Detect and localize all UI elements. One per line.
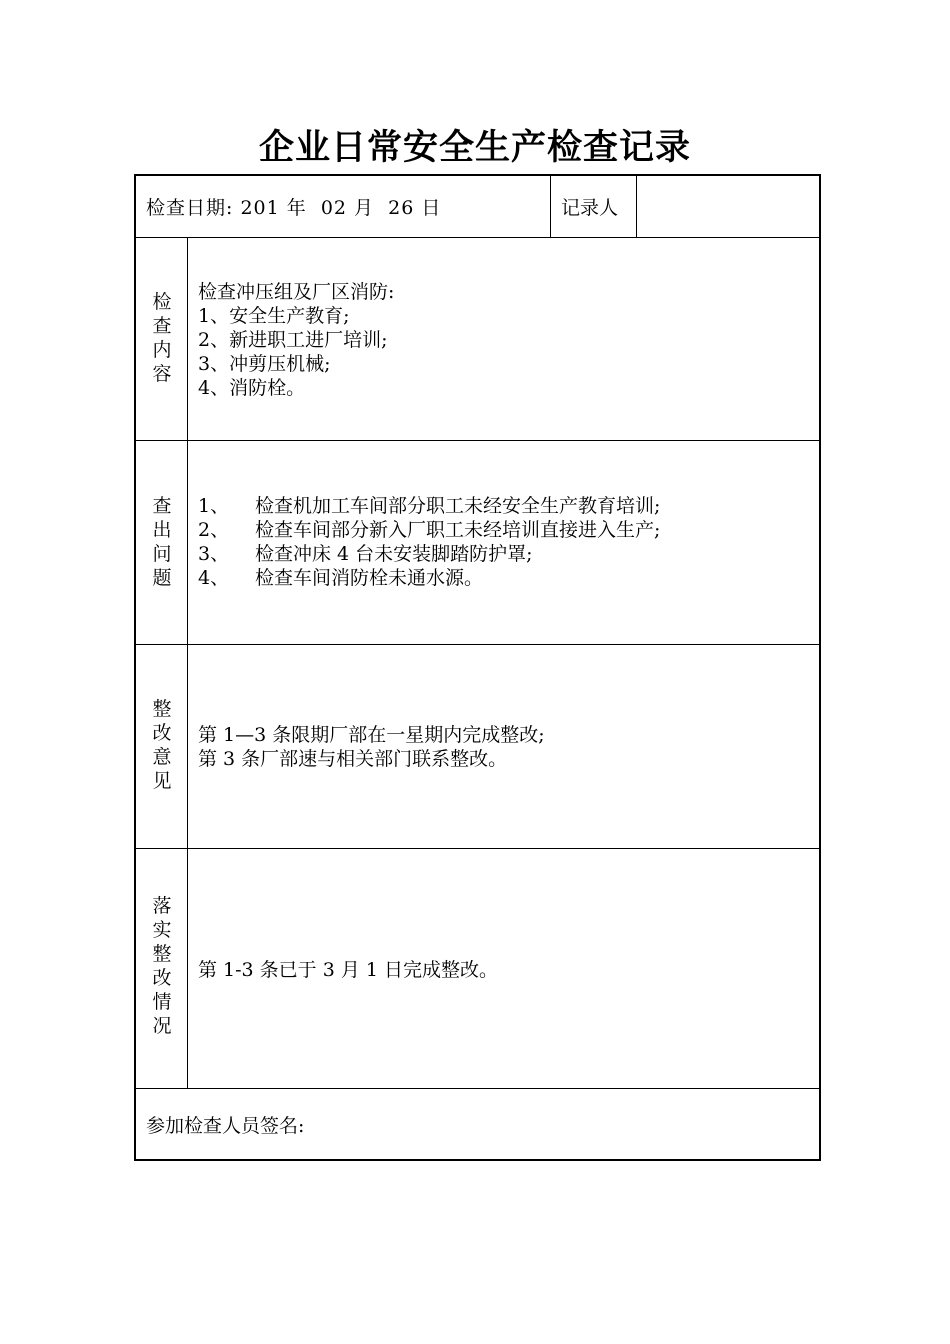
header-divider-1 bbox=[550, 176, 551, 237]
list-item: 2、 检查车间部分新入厂职工未经培训直接进入生产; bbox=[198, 519, 661, 541]
section-label-rectify: 整 改 意 见 bbox=[152, 698, 172, 792]
signature-label: 参加检查人员签名: bbox=[146, 1115, 305, 1137]
row-divider bbox=[136, 644, 819, 645]
header-divider-2 bbox=[636, 176, 637, 237]
section-label-implementation: 落 实 整 改 情 况 bbox=[152, 895, 172, 1037]
list-item: 4、 检查车间消防栓未通水源。 bbox=[198, 567, 484, 589]
recorder-label: 记录人 bbox=[561, 197, 619, 219]
row-divider bbox=[136, 848, 819, 849]
section-label-content: 检 查 内 容 bbox=[152, 291, 172, 385]
inspection-date: 检查日期: 201 年 02 月 26 日 bbox=[146, 197, 442, 219]
page-title: 企业日常安全生产检查记录 bbox=[258, 127, 691, 168]
row-divider bbox=[136, 1088, 819, 1089]
list-item: 3、 检查冲床 4 台未安装脚踏防护罩; bbox=[198, 543, 533, 565]
section-implementation-text: 第 1-3 条已于 3 月 1 日完成整改。 bbox=[198, 959, 499, 981]
inspection-form bbox=[134, 174, 821, 1161]
row-divider bbox=[136, 237, 819, 238]
section-content-text: 检查冲压组及厂区消防: 1、安全生产教育; 2、新进职工进厂培训; 3、冲剪压机械; 4、消防栓。 bbox=[198, 281, 395, 399]
list-item: 1、 检查机加工车间部分职工未经安全生产教育培训; bbox=[198, 495, 661, 517]
row-divider bbox=[136, 440, 819, 441]
section-label-problems: 查 出 问 题 bbox=[152, 495, 172, 589]
section-rectify-text: 第 1—3 条限期厂部在一星期内完成整改; 第 3 条厂部速与相关部门联系整改。 bbox=[198, 724, 545, 770]
section-problems-text bbox=[198, 494, 660, 590]
